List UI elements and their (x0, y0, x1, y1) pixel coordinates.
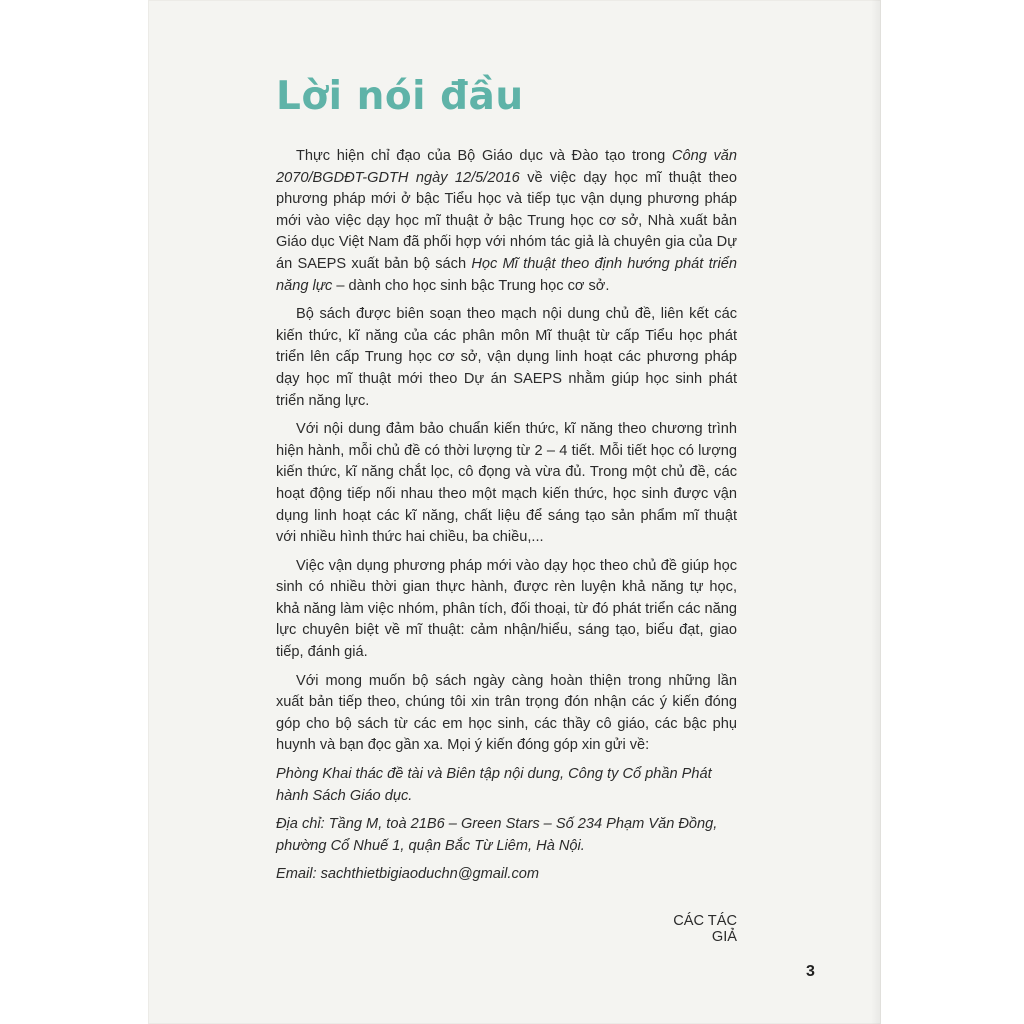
paragraph-3: Với nội dung đảm bảo chuẩn kiến thức, kĩ năng theo chương trình hiện hành, mỗi chủ đề có thời lượng từ 2 – 4 tiết. Mỗi tiết học có lượng kiến thức, kĩ năng chắt lọc, cô đọng và vừa đủ. Trong một chủ đề, các hoạt động tiếp nối nhau theo một mạch kiến thức, học sinh được vận dụng linh hoạt các kĩ năng, chất liệu để sáng tạo sản phẩm mĩ thuật với nhiều hình thức hai chiều, ba chiều,... (276, 421, 737, 546)
paragraph-5: Với mong muốn bộ sách ngày càng hoàn thiện trong những lần xuất bản tiếp theo, chúng tôi xin trân trọng đón nhận các ý kiến đóng góp cho bộ sách từ các em học sinh, các thầy cô giáo, các bậc phụ huynh và bạn đọc gần xa. Mọi ý kiến đóng góp xin gửi về: (276, 672, 737, 754)
paragraph-4: Việc vận dụng phương pháp mới vào dạy học theo chủ đề giúp học sinh có nhiều thời gian thực hành, được rèn luyện khả năng tự học, khả năng làm việc nhóm, phân tích, đối thoại, từ đó phát triển các năng lực chuyên biệt về mĩ thuật: cảm nhận/hiểu, sáng tạo, biểu đạt, giao tiếp, đánh giá. (276, 557, 737, 661)
paragraph-1-part-3: về việc dạy học mĩ thuật theo phương pháp mới ở bậc Tiểu học và tiếp tục vận dụng phương pháp mới vào việc dạy học mĩ thuật ở bậc Trung học cơ sở, Nhà xuất bản Giáo dục Việt Nam đã phối hợp với nhóm tác giả là chuyên gia của Dự án SAEPS xuất bản bộ sách (276, 169, 737, 272)
paragraph-1 (276, 146, 737, 297)
paragraph-1-part-1: Thực hiện chỉ đạo của Bộ Giáo dục và Đào tạo trong (296, 148, 672, 164)
contact-address: Địa chỉ: Tầng M, toà 21B6 – Green Stars – Số 234 Phạm Văn Đồng, phường Cổ Nhuế 1, quận Bắc Từ Liêm, Hà Nội. (276, 816, 718, 854)
book-page (148, 0, 881, 1024)
preface-body (276, 146, 737, 893)
contact-office: Phòng Khai thác đề tài và Biên tập nội dung, Công ty Cổ phần Phát hành Sách Giáo dục. (276, 766, 712, 804)
page-title: Lời nói đầu (276, 74, 524, 119)
paragraph-2: Bộ sách được biên soạn theo mạch nội dung chủ đề, liên kết các kiến thức, kĩ năng của các phân môn Mĩ thuật từ cấp Tiểu học phát triển lên cấp Trung học cơ sở, vận dụng linh hoạt các phương pháp dạy học mĩ thuật mới theo Dự án SAEPS nhằm giúp học sinh phát triển năng lực. (276, 306, 737, 409)
page-number: 3 (806, 963, 815, 980)
paragraph-1-book-series-title: Học Mĩ thuật theo định hướng phát triển năng lực (276, 255, 737, 294)
authors-signature: CÁC TÁC GIẢ (673, 913, 737, 945)
paragraph-1-part-5: – dành cho học sinh bậc Trung học cơ sở. (332, 277, 610, 294)
contact-email: Email: sachthietbigiaoduchn@gmail.com (276, 866, 540, 883)
paragraph-1-document-reference: Công văn 2070/BGDĐT-GDTH ngày 12/5/2016 (276, 148, 737, 186)
